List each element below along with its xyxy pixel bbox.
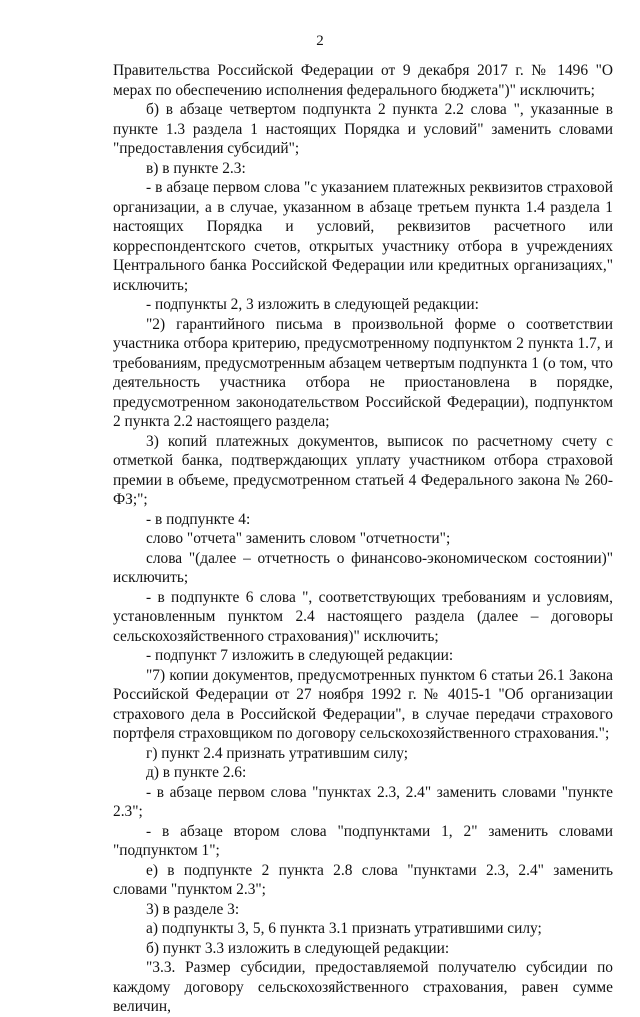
paragraph-16: - в абзаце первом слова "пунктах 2.3, 2.4" заменить словами "пункте 2.3"; xyxy=(113,783,613,820)
paragraph-13: "7) копии документов, предусмотренных пунктом 6 статьи 26.1 Закона Российской Федерации от 27 ноября 1992 г. № 4015-1 "Об организации страхового дела в Российской Федерации", в случае передачи страхового портфеля страховщиком по договору сельскохозяйственного страхования."; xyxy=(113,666,613,742)
paragraph-17: - в абзаце втором слова "подпунктами 1, 2" заменить словами "подпунктом 1"; xyxy=(113,822,613,859)
document-body xyxy=(113,61,613,1017)
paragraph-22: "3.3. Размер субсидии, предоставляемой получателю субсидии по каждому договору сельскохозяйственного страхования, равен сумме величин, xyxy=(113,959,613,1015)
paragraph-4: - в абзаце первом слова "с указанием платежных реквизитов страховой организации, а в случае, указанном в абзаце третьем пункта 1.4 раздела 1 настоящих Порядка и условий, реквизитов расчетного или корреспондентского счетов, открытых участнику отбора в учреждениях Центрального банка Российской Федерации или кредитных организациях," исключить; xyxy=(113,179,613,294)
paragraph-15: д) в пункте 2.6: xyxy=(146,764,247,781)
paragraph-19: 3) в разделе 3: xyxy=(146,900,240,918)
page-number: 2 xyxy=(316,33,324,49)
paragraph-1: Правительства Российской Федерации от 9 декабря 2017 г. № 1496 "О мерах по обеспечению исполнения федерального бюджета")" исключить; xyxy=(113,62,613,99)
paragraph-7: 3) копий платежных документов, выписок по расчетному счету с отметкой банка, подтверждающих уплату участником отбора страховой премии в объеме, предусмотренном статьей 4 Федерального закона № 260-ФЗ;"; xyxy=(113,432,613,508)
paragraph-11: - в подпункте 6 слова ", соответствующих требованиям и условиям, установленным пунктом 2.4 настоящего раздела (далее – договоры сельскохозяйственного страхования)" исключить; xyxy=(113,588,613,645)
paragraph-2: б) в абзаце четвертом подпункта 2 пункта 2.2 слова ", указанные в пункте 1.3 раздела 1 настоящих Порядка и условий" заменить словами "предоставления субсидий"; xyxy=(113,101,613,157)
paragraph-20: а) подпункты 3, 5, 6 пункта 3.1 признать утратившими силу; xyxy=(146,920,542,937)
paragraph-10: слова "(далее – отчетность о финансово-экономическом состоянии)" исключить; xyxy=(113,549,613,586)
paragraph-6: "2) гарантийного письма в произвольной форме о соответствии участника отбора критерию, предусмотренному подпунктом 2 пункта 1.7, и требованиям, предусмотренным абзацем четвертым подпункта 1 (о том, что деятельность участника отбора не приостановлена в порядке, предусмотренном законодательством Российской Федерации), подпунктом 2 пункта 2.2 настоящего раздела; xyxy=(113,315,613,430)
paragraph-14: г) пункт 2.4 признать утратившим силу; xyxy=(146,744,409,762)
paragraph-3: в) в пункте 2.3: xyxy=(146,159,246,177)
paragraph-18: е) в подпункте 2 пункта 2.8 слова "пунктами 2.3, 2.4" заменить словами "пунктом 2.3"; xyxy=(113,861,613,898)
paragraph-12: - подпункт 7 изложить в следующей редакции: xyxy=(146,647,454,664)
paragraph-9: слово "отчета" заменить словом "отчетности"; xyxy=(146,530,451,547)
paragraph-21: б) пункт 3.3 изложить в следующей редакции: xyxy=(146,939,450,957)
paragraph-5: - подпункты 2, 3 изложить в следующей редакции: xyxy=(146,296,479,313)
paragraph-8: - в подпункте 4: xyxy=(146,510,251,528)
